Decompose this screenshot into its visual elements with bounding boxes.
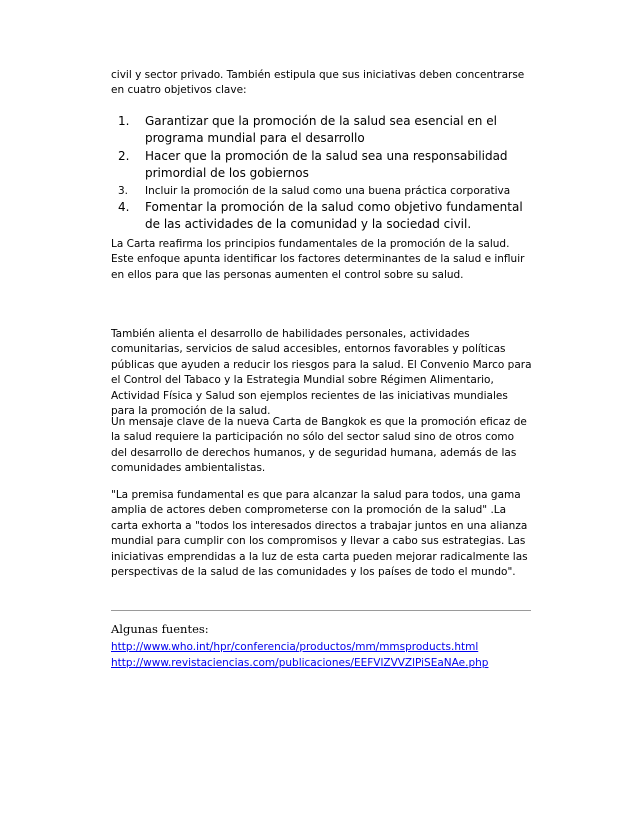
paragraph-alienta: También alienta el desarrollo de habilidades personales, actividades comunitarias, servicios de salud accesibles, entornos favorables y políticas públicas que ayuden a reducir los riesgos para la salud. El Convenio Marco para el Control del Tabaco y la Estrategia Mundial sobre Régimen Alimentario, Actividad Física y Salud son ejemplos recientes de las iniciativas mundiales para la promoción de la salud. <box>111 328 532 418</box>
list-item-text: Incluir la promoción de la salud como una buena práctica corporativa <box>145 184 511 197</box>
paragraph-intro: civil y sector privado. También estipula que sus iniciativas deben concentrarse en cuatro objetivos clave: <box>111 69 525 97</box>
source-link-revistaciencias[interactable]: http://www.revistaciencias.com/publicaciones/EEFVlZVVZlPiSEaNAe.php <box>111 657 489 669</box>
list-item-text: Fomentar la promoción de la salud como objetivo fundamental de las actividades de la comunidad y la sociedad civil. <box>145 199 523 232</box>
list-item-text: Garantizar que la promoción de la salud sea esencial en el programa mundial para el desarrollo <box>145 114 497 146</box>
sources-title: Algunas fuentes: <box>111 622 209 636</box>
list-item-text: Hacer que la promoción de la salud sea una responsabilidad primordial de los gobiernos <box>145 148 508 181</box>
list-item-number: 1. <box>118 114 130 128</box>
list-item <box>111 148 541 183</box>
source-link-who[interactable]: http://www.who.int/hpr/conferencia/productos/mm/mmsproducts.html <box>111 641 479 653</box>
paragraph-premisa: "La premisa fundamental es que para alcanzar la salud para todos, una gama amplia de actores deben comprometerse con la promoción de la salud" .La carta exhorta a "todos los interesados directos a trabajar juntos en una alianza mundial para cumplir con los compromisos y llevar a cabo sus estrategias. Las iniciativas emprendidas a la luz de esta carta pueden mejorar radicalmente las perspectivas de la salud de las comunidades y los países de todo el mundo". <box>111 489 528 579</box>
list-item <box>111 113 541 148</box>
objectives-list <box>111 113 541 233</box>
paragraph-reafirma: La Carta reafirma los principios fundamentales de la promoción de la salud. Este enfoque apunta identificar los factores determinantes de la salud e influir en ellos para que las personas aumenten el control sobre su salud. <box>111 238 525 281</box>
paragraph-mensaje: Un mensaje clave de la nueva Carta de Bangkok es que la promoción eficaz de la salud requiere la participación no sólo del sector salud sino de otros como del desarrollo de derechos humanos, y de seguridad humana, además de las comunidades ambientalistas. <box>111 416 527 475</box>
list-item <box>111 183 541 199</box>
list-item <box>111 199 541 234</box>
list-item-number: 3. <box>118 184 129 197</box>
separator-line <box>111 610 531 611</box>
list-item-number: 4. <box>118 199 130 214</box>
list-item-number: 2. <box>118 148 130 163</box>
